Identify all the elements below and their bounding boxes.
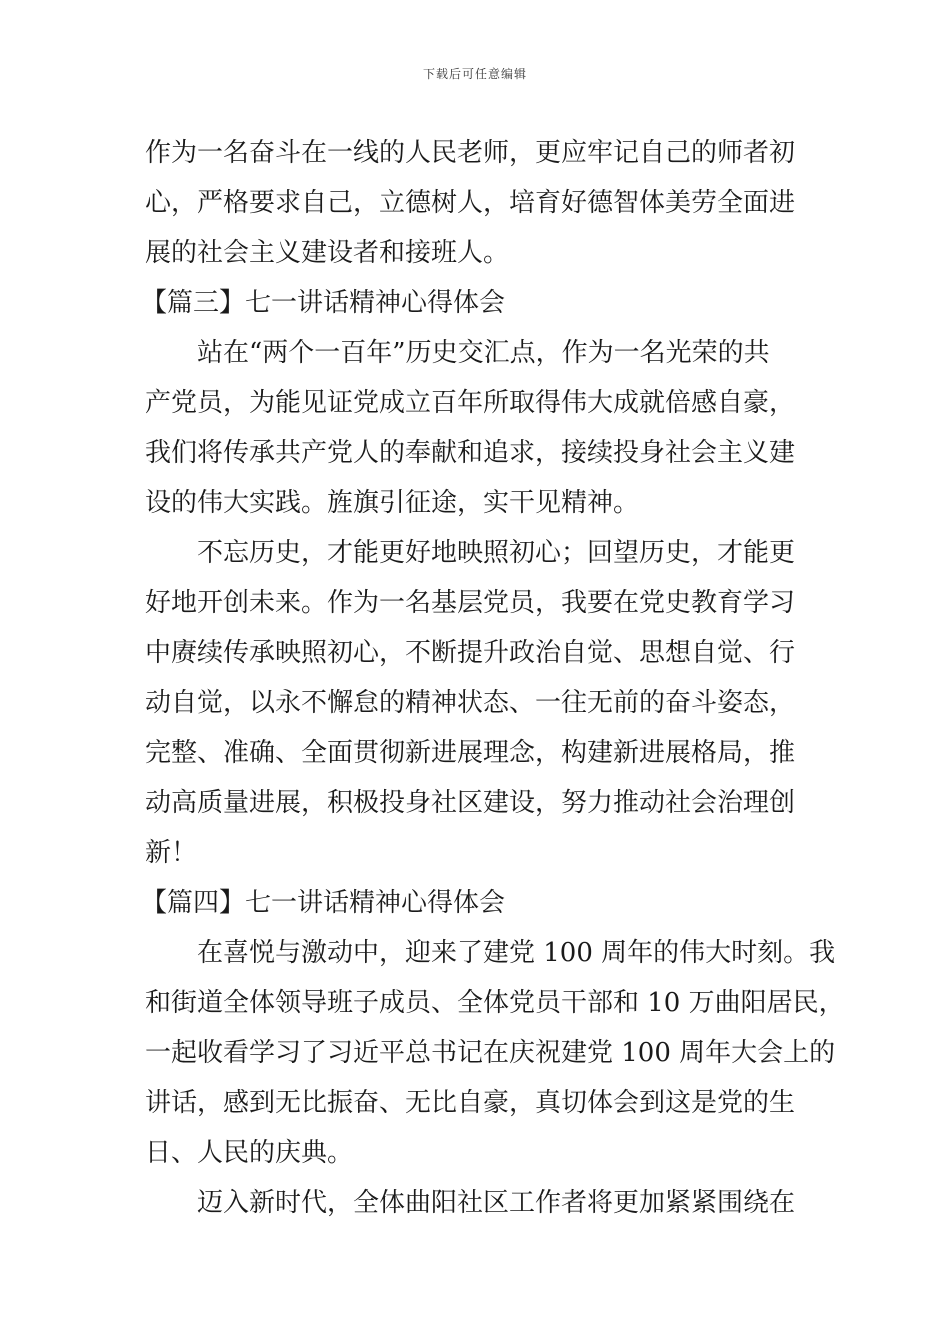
text-line: 完整、准确、全面贯彻新进展理念，构建新进展格局，推 xyxy=(145,738,796,768)
text-line: 日、人民的庆典。 xyxy=(145,1138,354,1168)
text-line: 动高质量进展，积极投身社区建设，努力推动社会治理创 xyxy=(145,788,796,818)
paragraph xyxy=(145,528,815,878)
paragraph xyxy=(145,928,845,1178)
text-line: 站在“两个一百年”历史交汇点，作为一名光荣的共 xyxy=(197,338,770,368)
text-line: 好地开创未来。作为一名基层党员，我要在党史教育学习 xyxy=(145,588,796,618)
document-body xyxy=(141,128,845,1228)
text-line: 中赓续传承映照初心，不断提升政治自觉、思想自觉、行 xyxy=(145,638,796,668)
text-line: 不忘历史，才能更好地映照初心；回望历史，才能更 xyxy=(197,538,796,568)
text-line: 动自觉，以永不懈怠的精神状态、一往无前的奋斗姿态， xyxy=(145,688,796,718)
text-line: 作为一名奋斗在一线的人民老师，更应牢记自己的师者初 xyxy=(145,138,796,168)
text-line: 展的社会主义建设者和接班人。 xyxy=(145,238,510,268)
paragraph xyxy=(145,1178,815,1228)
text-line: 在喜悦与激动中，迎来了建党 100 周年的伟大时刻。我 xyxy=(197,938,836,968)
text-line: 迈入新时代，全体曲阳社区工作者将更加紧紧围绕在 xyxy=(197,1188,796,1218)
text-line: 心，严格要求自己，立德树人，培育好德智体美劳全面进 xyxy=(145,188,796,218)
paragraph xyxy=(145,128,815,278)
text-line: 讲话，感到无比振奋、无比自豪，真切体会到这是党的生 xyxy=(145,1088,796,1118)
text-line: 一起收看学习了习近平总书记在庆祝建党 100 周年大会上的 xyxy=(145,1038,836,1068)
page-header: 下载后可任意编辑 xyxy=(422,67,527,81)
section-heading: 【篇四】七一讲话精神心得体会 xyxy=(141,888,506,918)
section-heading: 【篇三】七一讲话精神心得体会 xyxy=(141,288,506,318)
paragraph xyxy=(145,328,815,528)
text-line: 设的伟大实践。旌旗引征途，实干见精神。 xyxy=(145,488,640,518)
text-line: 产党员，为能见证党成立百年所取得伟大成就倍感自豪， xyxy=(145,388,796,418)
text-line: 和街道全体领导班子成员、全体党员干部和 10 万曲阳居民， xyxy=(145,988,845,1018)
text-line: 新！ xyxy=(145,838,198,868)
text-line: 我们将传承共产党人的奉献和追求，接续投身社会主义建 xyxy=(145,438,796,468)
